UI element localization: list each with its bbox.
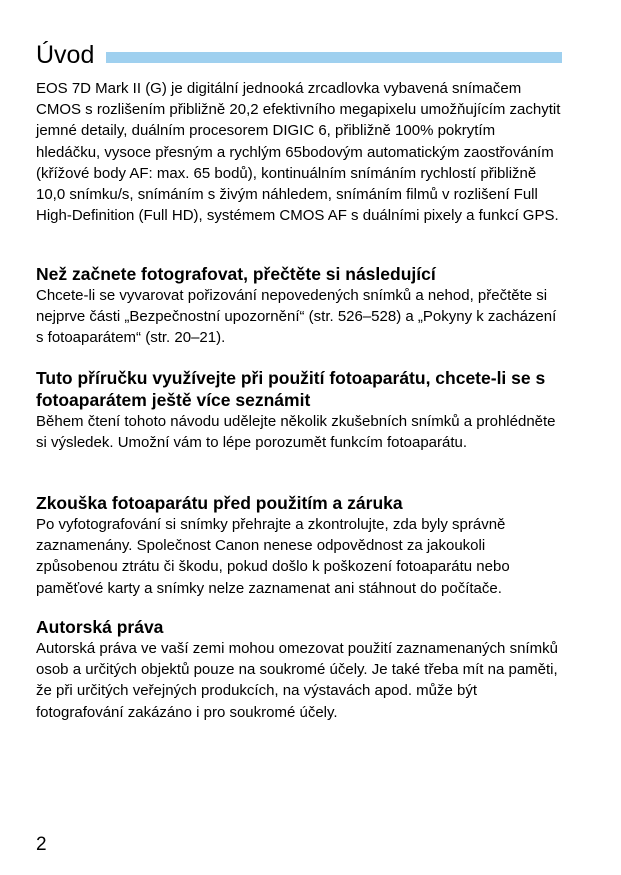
section-copyright — [36, 616, 562, 723]
section-heading: Autorská práva — [36, 617, 164, 637]
section-heading: Než začnete fotografovat, přečtěte si následující — [36, 264, 436, 284]
page-title: Úvod — [36, 41, 95, 69]
page-number: 2 — [36, 834, 47, 855]
section-body: Během čtení tohoto návodu udělejte několik zkušebních snímků a prohlédněte si výsledek. Umožní vám to lépe porozumět funkcím fotoaparátu. — [36, 413, 556, 452]
section-body: Autorská práva ve vaší zemi mohou omezovat použití zaznamenaných snímků osob a určitých objektů pouze na soukromé účely. Je také třeba mít na paměti, že při určitých veřejných produkcích, na výstavách apod. může být fotografování zakázáno i pro soukromé účely. — [36, 640, 558, 721]
section-body: Chcete-li se vyvarovat pořizování nepovedených snímků a nehod, přečtěte si nejprve části „Bezpečnostní upozornění“ (str. 526–528) a „Pokyny k zacházení s fotoaparátem“ (str. 20–21). — [36, 287, 557, 347]
section-use-manual — [36, 367, 562, 453]
section-heading: Zkouška fotoaparátu před použitím a záruka — [36, 493, 403, 513]
title-row — [36, 40, 562, 70]
title-accent-bar — [106, 52, 562, 63]
section-test-warranty — [36, 492, 562, 599]
intro-paragraph: EOS 7D Mark II (G) je digitální jednooká zrcadlovka vybavená snímačem CMOS s rozlišením přibližně 20,2 efektivního megapixelu umožňujícím zachytit jemné detaily, duálním procesorem DIGIC 6, přibližně 100% pokrytím hledáčku, vysoce přesným a rychlým 65bodovým automatickým zaostřováním (křížové body AF: max. 65 bodů), kontinuálním snímáním rychlostí přibližně 10,0 snímku/s, snímáním s živým náhledem, snímáním filmů v rozlišení Full High-Definition (Full HD), systémem CMOS AF s duálními pixely a funkcí GPS. — [36, 80, 561, 225]
section-heading: Tuto příručku využívejte při použití fotoaparátu, chcete-li se s fotoaparátem ještě více seznámit — [36, 368, 546, 410]
section-body: Po vyfotografování si snímky přehrajte a zkontrolujte, zda byly správně zaznamenány. Společnost Canon nenese odpovědnost za jakoukoli způsobenou ztrátu či škodu, pokud došlo k poškození fotoaparátu nebo paměťové karty a snímky nelze zaznamenat ani stáhnout do počítače. — [36, 516, 510, 597]
section-before-shooting — [36, 263, 562, 349]
